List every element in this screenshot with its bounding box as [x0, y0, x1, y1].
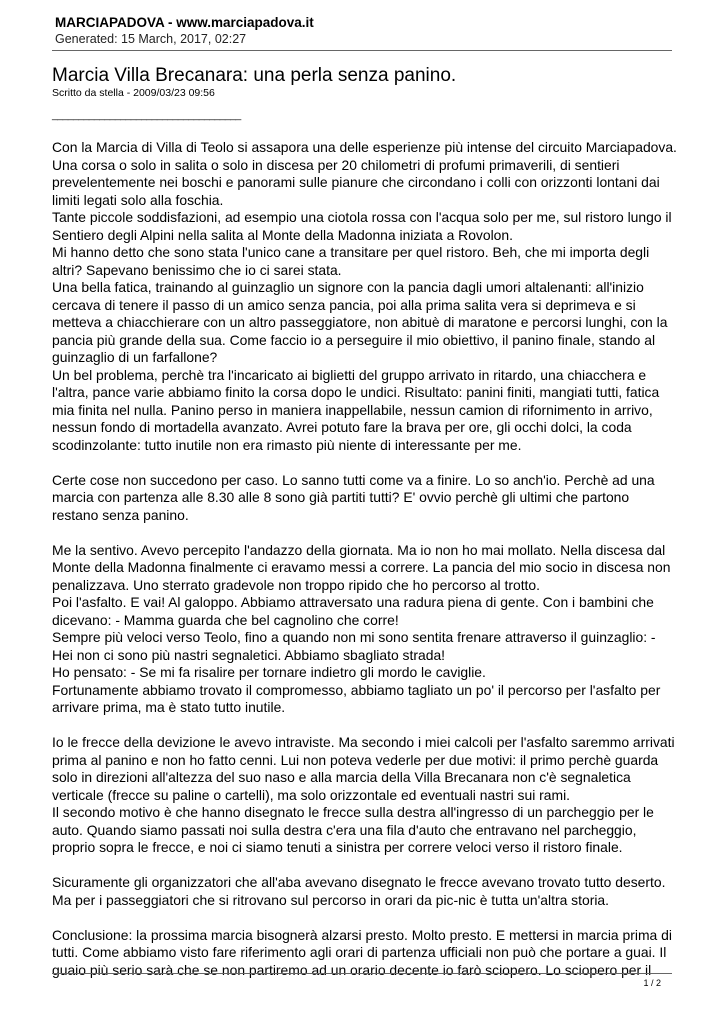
article-title: Marcia Villa Brecanara: una perla senza panino.	[52, 65, 457, 86]
article-body	[52, 139, 677, 997]
page-header	[55, 14, 314, 47]
line: Una corsa o solo in salita o solo in discesa per 20 chilometri di profumi primaverili, di sentieri prevelentemente nei boschi e panorami sulle pianure che circondano i colli con orizzonti lontani dai limiti legati solo alla foschia.	[52, 156, 660, 208]
paragraph-5	[52, 874, 677, 909]
line: Ho pensato: - Se mi fa risalire per tornare indietro gli mordo le caviglie.	[52, 664, 486, 680]
line: Con la Marcia di Villa di Teolo si assapora una delle esperienze più intense del circuito Marciapadova.	[52, 139, 677, 155]
line: Un bel problema, perchè tra l'incaricato ai biglietti del gruppo arrivato in ritardo, una chiacchera e l'altra, pance varie abbiamo finito la corsa dopo le undici. Risultato: panini finiti, mangiati tutti, fatica mia finita nel nulla. Panino perso in maniera inappellabile, nessun camion di rifornimento in arrivo, nessun fondo di mortadella avanzato. Avrei potuto fare la brava per ore, gli occhi dolci, la coda scodinzolante: tutto inutile non era rimasto più niente di interessante per me.	[52, 366, 660, 453]
header-divider	[52, 50, 672, 51]
line: Me la sentivo. Avevo percepito l'andazzo della giornata. Ma io non ho mai mollato. Nella discesa dal Monte della Madonna finalmente ci eravamo messi a correre. La pancia del mio socio in discesa non penalizzava. Uno sterrato gradevole non troppo ripido che ho percorso al trotto.	[52, 541, 671, 593]
line: Fortunamente abbiamo trovato il compromesso, abbiamo tagliato un po' il percorso per l'asfalto per arrivare prima, ma è stato tutto inutile.	[52, 681, 661, 715]
line: Io le frecce della devizione le avevo intraviste. Ma secondo i miei calcoli per l'asfalto saremmo arrivati prima al panino e non ho fatto cenni. Lui non poteva vederle per due motivi: il primo perchè guarda solo in direzioni all'altezza del suo naso e alla marcia della Villa Brecanara non c'è segnaletica verticale (frecce su paline o cartelli), ma solo orizzontale ed eventuali nastri sui rami.	[52, 734, 675, 803]
line: Il secondo motivo è che hanno disegnato le frecce sulla destra all'ingresso di un parcheggio per le auto. Quando siamo passati noi sulla destra c'era una fila d'auto che entravano nel parcheggio, proprio sopra le frecce, e noi ci siamo tenuti a sinistra per correre veloci verso il ristoro finale.	[52, 804, 654, 855]
page-number: 1 / 2	[643, 978, 661, 988]
line: Una bella fatica, trainando al guinzaglio un signore con la pancia dagli umori altalenanti: all'inizio cercava di tenere il passo di un amico senza pancia, poi alla prima salita vera si deprimeva e si metteva a chiacchierare con un altro passeggiatore, non abituè di maratone e percorsi lunghi, con la pancia più grande della sua. Come faccio io a perseguire il mio obiettivo, il panino finale, stando al guinzaglio di un farfallone?	[52, 279, 668, 365]
paragraph-1	[52, 139, 677, 454]
footer-divider	[52, 973, 672, 974]
line: Poi l'asfalto. E vai! Al galoppo. Abbiamo attraversato una radura piena di gente. Con i bambini che dicevano: - Mamma guarda che bel cagnolino che corre!	[52, 594, 654, 628]
paragraph-6	[52, 927, 677, 980]
line: Conclusione: la prossima marcia bisognerà alzarsi presto. Molto presto. E mettersi in marcia prima di tutti. Come abbiamo visto fare riferimento agli orari di partenza ufficiali non può che portare a guai. Il guaio più serio sarà che se non partiremo ad un orario decente io farò sciopero. Lo sciopero per il	[52, 926, 672, 978]
paragraph-2	[52, 472, 677, 525]
byline-separator: ____________________________________	[52, 109, 241, 121]
article-byline: Scritto da stella - 2009/03/23 09:56	[52, 87, 215, 99]
line: Tante piccole soddisfazioni, ad esempio una ciotola rossa con l'acqua solo per me, sul ristoro lungo il Sentiero degli Alpini nella salita al Monte della Madonna iniziata a Rovolon.	[52, 209, 672, 243]
paragraph-4	[52, 734, 677, 857]
site-name: MARCIAPADOVA - www.marciapadova.it	[55, 15, 314, 30]
line: Sicuramente gli organizzatori che all'aba avevano disegnato le frecce avevano trovato tutto deserto. Ma per i passeggiatori che si ritrovano sul percorso in orari da pic-nic è tutta un'altra storia.	[52, 874, 666, 908]
generated-date: Generated: 15 March, 2017, 02:27	[55, 32, 247, 46]
line: Certe cose non succedono per caso. Lo sanno tutti come va a finire. Lo so anch'io. Perchè ad una marcia con partenza alle 8.30 alle 8 sono già partiti tutti? E' ovvio perchè gli ultimi che partono restano senza panino.	[52, 471, 655, 523]
line: Mi hanno detto che sono stata l'unico cane a transitare per quel ristoro. Beh, che mi importa degli altri? Sapevano benissimo che io ci sarei stata.	[52, 244, 650, 278]
paragraph-3	[52, 542, 677, 717]
line: Sempre più veloci verso Teolo, fino a quando non mi sono sentita frenare attraverso il guinzaglio: - Hei non ci sono più nastri segnaletici. Abbiamo sbagliato strada!	[52, 629, 656, 663]
